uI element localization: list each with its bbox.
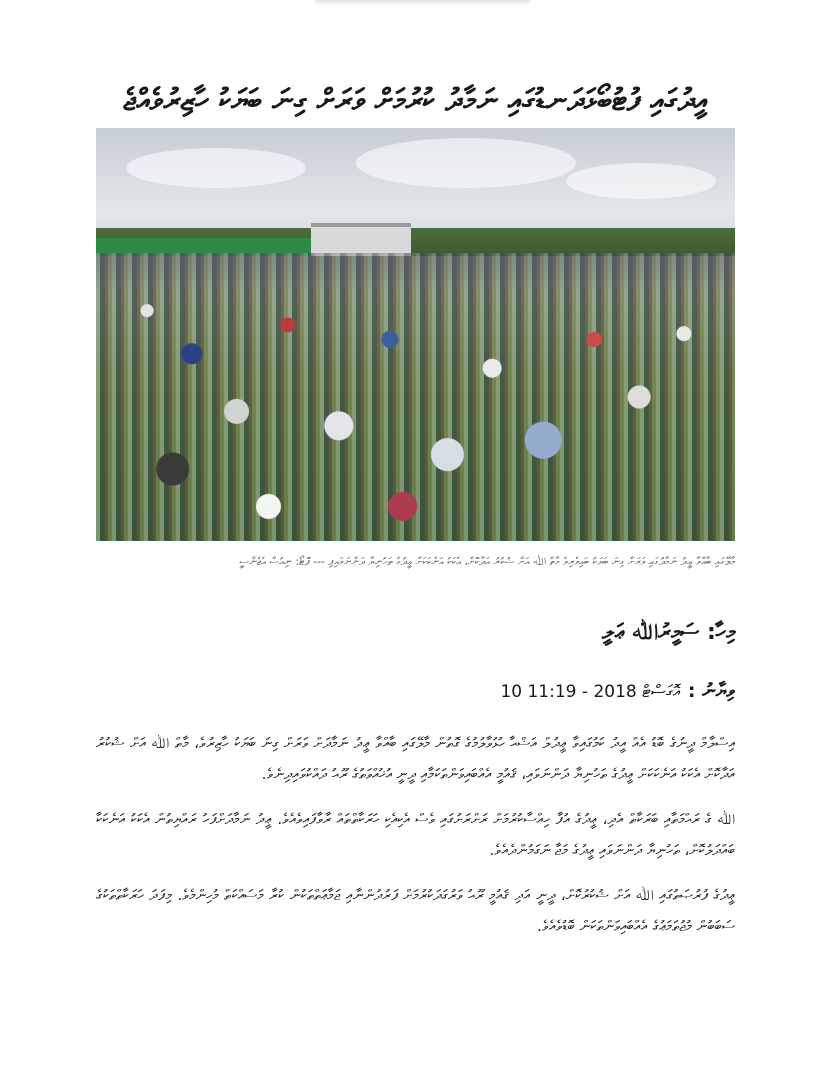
photo-cloud	[566, 163, 716, 199]
photo-crowd	[96, 253, 735, 541]
article-body	[96, 728, 735, 956]
body-paragraph: ﷲ ގެ ރަޙްމަތާއި ބަރަކާތް އެދި، ޢީދުގެ އުފާ ހިއްސާކުރުމަށް ރަށްރަށުގައި ވެސް އެކިއެކި ހަރަކާތްތައް ރާވާފައިވެއެވެ. ޢީދު ނަމާދަށްފަހު ރައްޔިތުން އެކަކު އަނެކަކާ ބައްދަލުކޮށް، ތަހުނިޔާ ދަންނަވައި ޢީދުގެ މަޖާ ނަގަމުންދެއެވެ.	[96, 810, 735, 859]
photo-crowd-haze	[96, 253, 735, 293]
date-value: 10 އޮގަސްޓް 2018 - 11:19	[500, 682, 680, 702]
article-date-row	[500, 680, 735, 702]
photo-caption: މާލޭގައި ބާއްވާ ޢީދު ނަމާދުގައި ވަރަށް ގިނަ ބަޔަކު ބައިވެރިވެ މާތް ﷲ އަށް ޝުކުރު އަދާކޮށް، އެކަކު އަނެކަކަށް ޢީދުގެ ތަހުނިޔާ ދަންނަވައިފި --- ފޮޓޯ: ނިއުސް އެޖެންސީ	[239, 555, 735, 568]
body-paragraph: ޢީދުގެ ފުރުޞަތުގައި ﷲ އަށް ޝުކުރުކޮށް، ދީނީ އަދި ޤައުމީ ރޫޙު ވަރުގަދަކުރުމަށް ފަރުދުންނާއި ޖަމާޢަތްތަކުން ކުރާ މަސައްކަތް މުހިންމެވެ. މިފަދަ ހަރަކާތްތަކުގެ ސަބަބުން މުޖުތަމަޢުގެ އެއްބައިވަންތަކަން ބޮޑުވެއެވެ.	[96, 886, 735, 935]
photo-cloud	[356, 138, 576, 188]
article-photo[interactable]	[96, 128, 735, 541]
article-author: މިހާ: ސަމީރުﷲ ޢަލީ	[602, 620, 735, 645]
body-paragraph: އިސްލާމް ދީނުގެ ބޮޑު އެއް އީދު ކަމުގައިވާ ޢީދުލް އަޟްޙާ ހުޅުވާލުމުގެ ގޮތުން މާލޭގައި ބާއްވާ ޢީދު ނަމާދަށް ވަރަށް ގިނަ ބަޔަކު ހާޒިރުވެ، މާތް ﷲ އަށް ޝުކުރު އަދާކޮށް އެކަކު އަނެކަކަށް ޢީދުގެ ތަހުނިޔާ ދަންނަވައި، ޤައުމީ އެއްބައިވަންތަކަމާއި ދީނީ އުޚުއްވަތުގެ ރޫޙު ދައްކުވައިދިނެވެ.	[96, 734, 735, 783]
article-headline: އީދުގައި ފުޓުބޯޅަދަނޑުގައި ނަމާދު ކުރުމަށް ވަރަށް ގިނަ ބަޔަކު ހާޒިރުވެއްޖެ	[123, 83, 708, 119]
photo-cloud	[126, 148, 306, 188]
date-label: ވިޔާނު :	[687, 680, 735, 702]
top-shadow-divider	[315, 0, 530, 6]
